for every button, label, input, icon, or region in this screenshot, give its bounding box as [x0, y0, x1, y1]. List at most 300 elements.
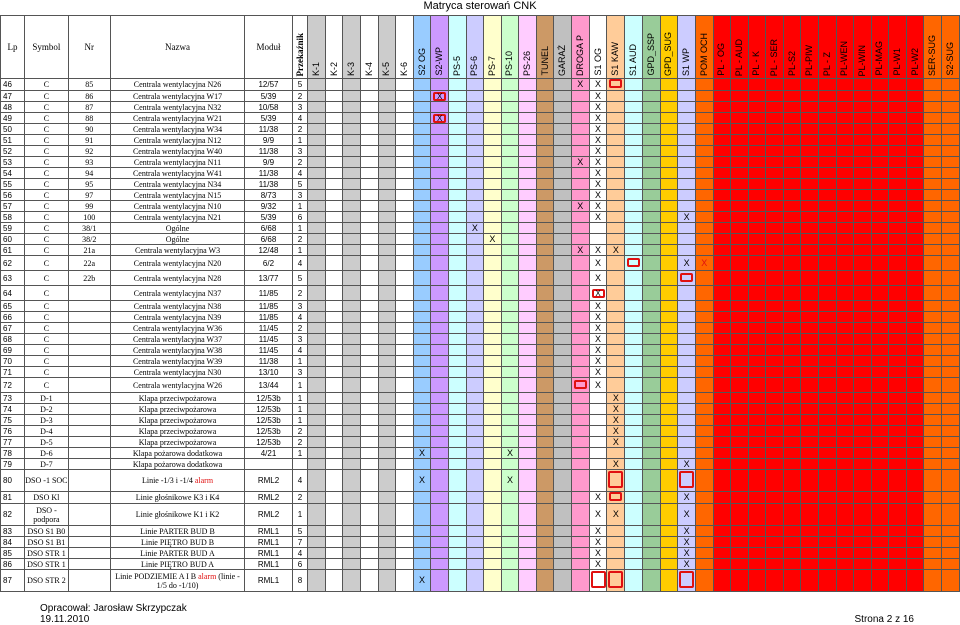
matrix-cell — [906, 168, 924, 179]
column-header-label: PL - SER — [769, 38, 780, 76]
matrix-cell — [396, 378, 414, 393]
matrix-cell — [449, 271, 467, 286]
matrix-cell — [941, 256, 959, 271]
cell-modul: 12/53b — [245, 426, 292, 437]
matrix-cell — [554, 91, 572, 102]
matrix-cell — [484, 537, 502, 548]
matrix-cell — [924, 345, 942, 356]
matrix-cell — [449, 91, 467, 102]
matrix-cell — [431, 570, 449, 592]
matrix-cell — [801, 286, 819, 301]
matrix-cell — [378, 345, 396, 356]
matrix-cell — [449, 548, 467, 559]
matrix-cell — [783, 356, 801, 367]
matrix-cell — [924, 426, 942, 437]
matrix-cell — [801, 570, 819, 592]
matrix-cell — [343, 146, 361, 157]
matrix-cell — [361, 356, 379, 367]
matrix-cell — [449, 504, 467, 526]
cell-przekaznik: 4 — [292, 256, 308, 271]
matrix-cell — [501, 415, 519, 426]
matrix-cell — [431, 393, 449, 404]
matrix-cell — [361, 426, 379, 437]
matrix-cell — [696, 504, 714, 526]
matrix-cell — [519, 135, 537, 146]
matrix-cell — [361, 179, 379, 190]
mark-x-red: X — [701, 257, 708, 268]
matrix-cell — [571, 157, 589, 168]
cell-nazwa — [110, 393, 245, 404]
matrix-cell — [696, 378, 714, 393]
matrix-cell — [589, 323, 607, 334]
matrix-cell — [413, 459, 431, 470]
matrix-cell — [941, 437, 959, 448]
matrix-cell — [589, 157, 607, 168]
matrix-cell — [783, 168, 801, 179]
matrix-cell — [589, 124, 607, 135]
matrix-cell — [748, 378, 766, 393]
cell-nr: 92 — [68, 146, 110, 157]
matrix-cell — [413, 179, 431, 190]
matrix-cell — [484, 404, 502, 415]
matrix-cell — [696, 168, 714, 179]
matrix-cell — [325, 168, 343, 179]
matrix-cell — [941, 415, 959, 426]
cell-nazwa — [110, 234, 245, 245]
cell-nr — [68, 459, 110, 470]
cell-symbol: C — [25, 168, 69, 179]
mark-x: X — [683, 492, 690, 502]
matrix-cell — [449, 393, 467, 404]
matrix-cell — [308, 102, 326, 113]
cell-modul: 12/53b — [245, 437, 292, 448]
matrix-cell — [889, 559, 907, 570]
matrix-cell — [413, 570, 431, 592]
matrix-cell — [801, 537, 819, 548]
matrix-cell — [607, 404, 625, 415]
matrix-cell — [643, 286, 661, 301]
matrix-cell — [906, 323, 924, 334]
matrix-cell — [343, 548, 361, 559]
matrix-cell — [571, 286, 589, 301]
matrix-cell — [625, 234, 643, 245]
matrix-cell — [871, 367, 889, 378]
matrix-cell — [643, 135, 661, 146]
matrix-cell — [501, 404, 519, 415]
matrix-cell — [678, 135, 696, 146]
cell-przekaznik: 1 — [292, 245, 308, 256]
matrix-cell — [431, 157, 449, 168]
mark-x: X — [577, 200, 584, 211]
matrix-cell — [836, 559, 854, 570]
table-row — [1, 537, 960, 548]
column-header — [571, 16, 589, 79]
matrix-cell — [607, 470, 625, 492]
matrix-cell — [484, 271, 502, 286]
matrix-cell — [924, 504, 942, 526]
matrix-cell — [607, 157, 625, 168]
matrix-cell — [748, 470, 766, 492]
cell-nr — [68, 312, 110, 323]
cell-nazwa — [110, 323, 245, 334]
table-row — [1, 201, 960, 212]
matrix-cell — [696, 135, 714, 146]
matrix-cell — [889, 323, 907, 334]
matrix-cell — [748, 526, 766, 537]
cell-lp: 56 — [1, 190, 25, 201]
mark-x: X — [577, 79, 584, 89]
matrix-cell — [361, 79, 379, 91]
matrix-cell — [871, 448, 889, 459]
table-row — [1, 570, 960, 592]
cell-przekaznik: 2 — [292, 492, 308, 504]
matrix-cell — [343, 559, 361, 570]
matrix-cell — [871, 404, 889, 415]
matrix-cell — [783, 286, 801, 301]
matrix-cell — [589, 168, 607, 179]
matrix-cell — [466, 504, 484, 526]
matrix-cell — [431, 378, 449, 393]
matrix-cell — [836, 504, 854, 526]
cell-przekaznik: 5 — [292, 79, 308, 91]
matrix-cell — [325, 102, 343, 113]
mark-x: X — [612, 414, 619, 425]
matrix-cell — [871, 345, 889, 356]
matrix-cell — [924, 459, 942, 470]
column-header — [818, 16, 836, 79]
matrix-cell — [836, 415, 854, 426]
matrix-cell — [536, 404, 554, 415]
matrix-cell — [343, 356, 361, 367]
table-row — [1, 91, 960, 102]
matrix-cell — [413, 168, 431, 179]
matrix-cell — [731, 102, 749, 113]
matrix-cell — [696, 404, 714, 415]
cell-nazwa — [110, 548, 245, 559]
matrix-cell — [396, 492, 414, 504]
cell-nr: 86 — [68, 91, 110, 102]
matrix-cell — [378, 245, 396, 256]
cell-nazwa — [110, 223, 245, 234]
cell-nr — [68, 448, 110, 459]
matrix-cell — [766, 570, 784, 592]
matrix-cell — [818, 168, 836, 179]
matrix-cell — [536, 559, 554, 570]
matrix-cell — [871, 323, 889, 334]
matrix-cell — [906, 256, 924, 271]
matrix-cell — [941, 426, 959, 437]
matrix-cell — [554, 437, 572, 448]
matrix-cell — [625, 570, 643, 592]
cell-symbol: C — [25, 271, 69, 286]
matrix-cell — [731, 504, 749, 526]
matrix-cell — [554, 146, 572, 157]
matrix-cell — [906, 492, 924, 504]
cell-nr — [68, 437, 110, 448]
matrix-cell — [396, 79, 414, 91]
matrix-cell — [748, 168, 766, 179]
matrix-cell — [589, 537, 607, 548]
matrix-cell — [818, 570, 836, 592]
matrix-cell — [413, 102, 431, 113]
mark-x: X — [595, 167, 602, 178]
matrix-cell — [731, 415, 749, 426]
matrix-cell — [696, 426, 714, 437]
cell-nazwa-text: Linie PODZIEMIE A I B — [115, 571, 197, 581]
matrix-cell — [396, 393, 414, 404]
matrix-cell — [871, 526, 889, 537]
matrix-cell — [854, 179, 872, 190]
matrix-cell — [889, 146, 907, 157]
matrix-cell — [325, 367, 343, 378]
cell-przekaznik: 1 — [292, 415, 308, 426]
matrix-cell — [871, 102, 889, 113]
matrix-cell — [678, 356, 696, 367]
cell-lp: 55 — [1, 179, 25, 190]
cell-symbol: D-2 — [25, 404, 69, 415]
matrix-cell — [713, 256, 731, 271]
matrix-cell — [308, 168, 326, 179]
matrix-cell — [325, 179, 343, 190]
matrix-cell — [713, 223, 731, 234]
matrix-cell — [941, 91, 959, 102]
matrix-cell — [818, 345, 836, 356]
cell-symbol: C — [25, 345, 69, 356]
matrix-cell — [731, 79, 749, 91]
matrix-cell — [396, 190, 414, 201]
matrix-cell — [484, 367, 502, 378]
cell-przekaznik: 1 — [292, 201, 308, 212]
matrix-cell — [607, 559, 625, 570]
matrix-cell — [783, 234, 801, 245]
matrix-cell — [731, 124, 749, 135]
matrix-cell — [431, 492, 449, 504]
cell-nr — [68, 559, 110, 570]
matrix-cell — [325, 201, 343, 212]
matrix-cell — [466, 113, 484, 124]
table-row — [1, 378, 960, 393]
matrix-cell — [413, 312, 431, 323]
matrix-cell — [660, 190, 678, 201]
matrix-cell — [554, 312, 572, 323]
matrix-cell — [871, 301, 889, 312]
matrix-cell — [660, 312, 678, 323]
header-przekaznik — [292, 16, 308, 79]
matrix-cell — [871, 548, 889, 559]
cell-modul: 11/85 — [245, 312, 292, 323]
matrix-cell — [871, 113, 889, 124]
matrix-cell — [731, 334, 749, 345]
matrix-cell — [308, 135, 326, 146]
matrix-cell — [818, 470, 836, 492]
matrix-cell — [643, 470, 661, 492]
matrix-cell — [413, 113, 431, 124]
matrix-cell — [589, 492, 607, 504]
column-header — [678, 16, 696, 79]
mark-x: X — [595, 211, 602, 222]
cell-nr: 100 — [68, 212, 110, 223]
matrix-cell — [325, 415, 343, 426]
matrix-cell — [571, 212, 589, 223]
matrix-cell — [801, 437, 819, 448]
matrix-cell — [361, 492, 379, 504]
matrix-cell — [449, 190, 467, 201]
matrix-cell — [325, 459, 343, 470]
matrix-cell — [519, 79, 537, 91]
matrix-cell — [431, 345, 449, 356]
table-row — [1, 548, 960, 559]
cell-nr — [68, 526, 110, 537]
matrix-cell — [889, 470, 907, 492]
matrix-cell — [836, 334, 854, 345]
cell-nazwa-text: Linie głośnikowe K1 i K2 — [135, 510, 220, 519]
highlight-marker: X — [592, 289, 605, 298]
cell-nazwa — [110, 559, 245, 570]
matrix-cell — [554, 504, 572, 526]
matrix-cell — [554, 426, 572, 437]
matrix-cell — [836, 470, 854, 492]
matrix-cell — [854, 168, 872, 179]
matrix-cell — [396, 146, 414, 157]
matrix-cell — [378, 256, 396, 271]
matrix-cell — [836, 570, 854, 592]
highlight-marker: X — [433, 92, 446, 101]
matrix-cell — [536, 345, 554, 356]
matrix-cell — [889, 378, 907, 393]
matrix-cell — [783, 537, 801, 548]
matrix-cell — [941, 79, 959, 91]
matrix-cell — [449, 426, 467, 437]
matrix-cell — [484, 356, 502, 367]
matrix-cell — [783, 448, 801, 459]
matrix-cell — [696, 234, 714, 245]
matrix-cell — [854, 301, 872, 312]
matrix-cell — [536, 378, 554, 393]
table-row — [1, 323, 960, 334]
cell-lp: 84 — [1, 537, 25, 548]
matrix-cell — [607, 245, 625, 256]
matrix-cell — [713, 378, 731, 393]
matrix-cell — [396, 135, 414, 146]
matrix-cell — [836, 323, 854, 334]
matrix-cell — [748, 548, 766, 559]
matrix-cell — [519, 470, 537, 492]
cell-nazwa — [110, 504, 245, 526]
cell-modul: 11/85 — [245, 286, 292, 301]
matrix-cell — [941, 301, 959, 312]
cell-modul: 5/39 — [245, 113, 292, 124]
matrix-cell — [660, 459, 678, 470]
table-row — [1, 559, 960, 570]
cell-przekaznik: 1 — [292, 448, 308, 459]
matrix-cell — [906, 526, 924, 537]
mark-x: X — [577, 244, 584, 255]
matrix-cell — [801, 245, 819, 256]
matrix-cell — [571, 526, 589, 537]
matrix-cell — [678, 367, 696, 378]
matrix-cell — [660, 393, 678, 404]
matrix-cell — [396, 367, 414, 378]
matrix-cell — [554, 492, 572, 504]
cell-lp: 67 — [1, 323, 25, 334]
cell-nazwa — [110, 426, 245, 437]
matrix-cell — [818, 212, 836, 223]
matrix-cell — [607, 256, 625, 271]
matrix-cell — [607, 201, 625, 212]
column-header — [396, 16, 414, 79]
matrix-cell — [783, 559, 801, 570]
matrix-cell — [325, 393, 343, 404]
matrix-cell — [361, 102, 379, 113]
matrix-cell — [713, 271, 731, 286]
matrix-cell — [889, 102, 907, 113]
matrix-cell — [361, 135, 379, 146]
matrix-cell — [554, 256, 572, 271]
matrix-cell — [924, 393, 942, 404]
matrix-cell — [871, 245, 889, 256]
column-header — [766, 16, 784, 79]
matrix-cell — [501, 537, 519, 548]
matrix-cell — [536, 79, 554, 91]
matrix-cell — [748, 437, 766, 448]
column-header-label: PL - OG — [716, 43, 727, 76]
matrix-cell — [554, 301, 572, 312]
matrix-cell — [818, 79, 836, 91]
cell-nr: 85 — [68, 79, 110, 91]
matrix-cell — [607, 301, 625, 312]
matrix-cell — [396, 124, 414, 135]
matrix-cell — [625, 437, 643, 448]
matrix-cell — [501, 234, 519, 245]
matrix-cell — [696, 470, 714, 492]
matrix-cell — [783, 459, 801, 470]
matrix-cell — [484, 102, 502, 113]
matrix-cell — [625, 168, 643, 179]
matrix-cell — [466, 234, 484, 245]
matrix-cell — [696, 157, 714, 168]
column-header-label: PL-WEN — [839, 40, 850, 76]
matrix-cell — [696, 459, 714, 470]
cell-lp: 66 — [1, 312, 25, 323]
matrix-cell — [801, 345, 819, 356]
matrix-cell — [748, 404, 766, 415]
matrix-cell — [836, 537, 854, 548]
matrix-cell — [501, 223, 519, 234]
matrix-cell — [589, 179, 607, 190]
cell-modul: 11/38 — [245, 146, 292, 157]
matrix-cell — [801, 124, 819, 135]
column-header — [607, 16, 625, 79]
matrix-cell — [484, 157, 502, 168]
matrix-cell — [924, 157, 942, 168]
matrix-cell — [625, 212, 643, 223]
matrix-cell — [519, 570, 537, 592]
matrix-cell — [325, 124, 343, 135]
matrix-cell — [431, 301, 449, 312]
matrix-cell — [678, 378, 696, 393]
matrix-cell — [466, 286, 484, 301]
cell-nazwa-text: Centrala wentylacyjna N26 — [133, 80, 222, 89]
matrix-cell — [554, 323, 572, 334]
matrix-cell — [766, 212, 784, 223]
matrix-cell — [325, 91, 343, 102]
matrix-cell — [836, 404, 854, 415]
matrix-cell — [854, 334, 872, 345]
cell-nazwa — [110, 179, 245, 190]
matrix-cell — [941, 146, 959, 157]
matrix-cell — [501, 91, 519, 102]
matrix-cell — [854, 201, 872, 212]
